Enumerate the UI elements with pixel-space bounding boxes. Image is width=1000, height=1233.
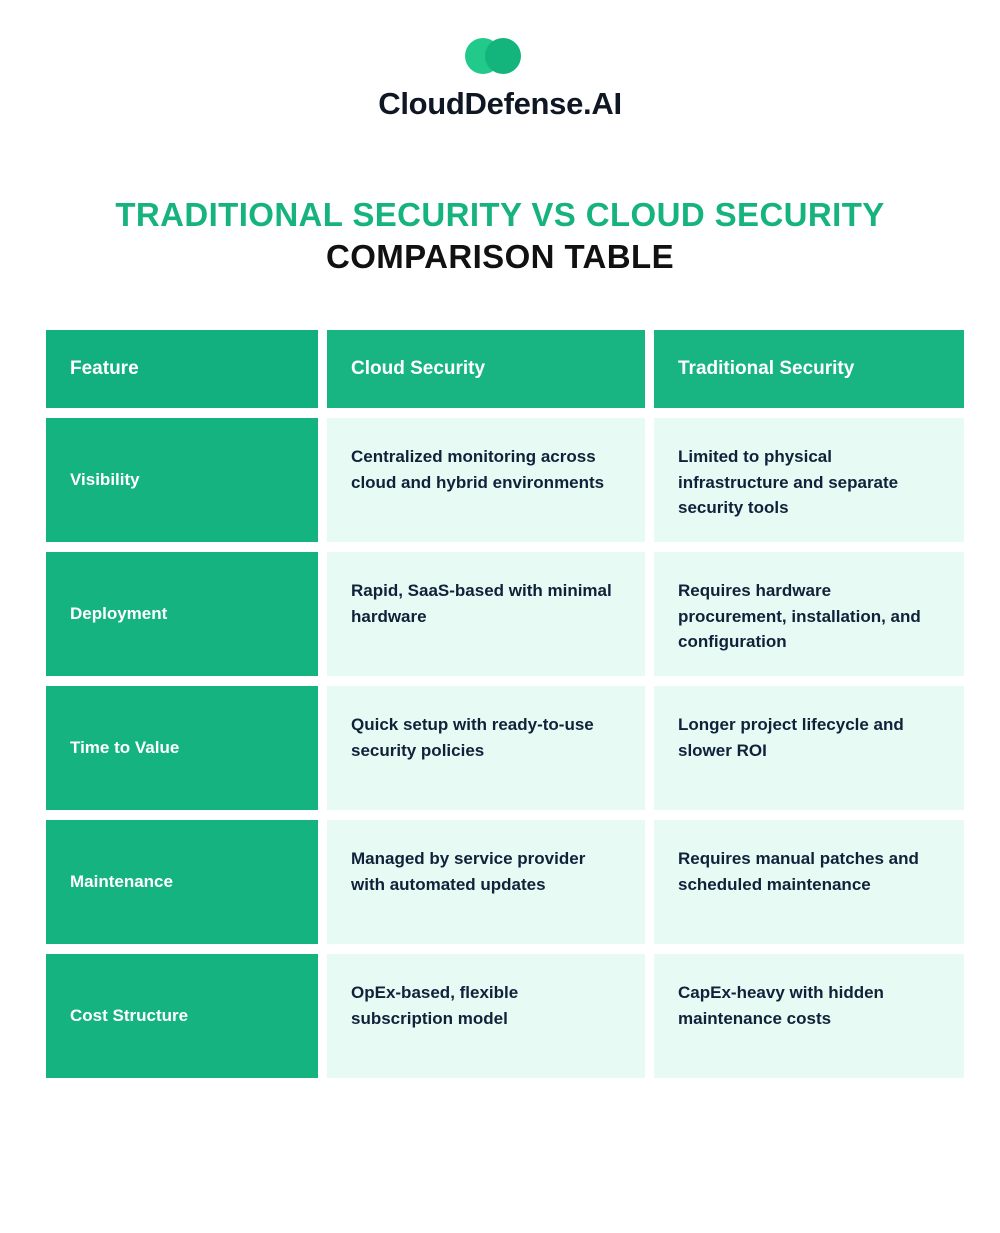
table-header-row bbox=[46, 330, 954, 408]
row-cloud-value: Managed by service provider with automated updates bbox=[327, 820, 645, 944]
row-traditional-value: Requires hardware procurement, installation, and configuration bbox=[654, 552, 964, 676]
page-title-line-1: TRADITIONAL SECURITY VS CLOUD SECURITY bbox=[115, 196, 885, 233]
page-title-line-2: COMPARISON TABLE bbox=[325, 238, 674, 276]
clouddefense-logo-icon bbox=[465, 38, 535, 74]
row-cloud-value: Quick setup with ready-to-use security policies bbox=[327, 686, 645, 810]
row-cloud-value: OpEx-based, flexible subscription model bbox=[327, 954, 645, 1078]
table-row bbox=[46, 820, 954, 944]
row-traditional-value: Requires manual patches and scheduled maintenance bbox=[654, 820, 964, 944]
row-feature-label: Deployment bbox=[46, 552, 318, 676]
row-traditional-value: Longer project lifecycle and slower ROI bbox=[654, 686, 964, 810]
brand-header bbox=[0, 0, 1000, 122]
brand-name: CloudDefense.AI bbox=[378, 86, 622, 121]
column-header-cloud-security: Cloud Security bbox=[327, 330, 645, 408]
row-traditional-value: Limited to physical infrastructure and separate security tools bbox=[654, 418, 964, 542]
logo-circle-front-icon bbox=[485, 38, 521, 74]
table-row bbox=[46, 954, 954, 1078]
row-feature-label: Time to Value bbox=[46, 686, 318, 810]
comparison-table bbox=[46, 330, 954, 1078]
row-feature-label: Visibility bbox=[46, 418, 318, 542]
row-feature-label: Maintenance bbox=[46, 820, 318, 944]
table-row bbox=[46, 686, 954, 810]
column-header-feature: Feature bbox=[46, 330, 318, 408]
table-row bbox=[46, 418, 954, 542]
row-cloud-value: Centralized monitoring across cloud and hybrid environments bbox=[327, 418, 645, 542]
row-traditional-value: CapEx-heavy with hidden maintenance costs bbox=[654, 954, 964, 1078]
table-row bbox=[46, 552, 954, 676]
row-cloud-value: Rapid, SaaS-based with minimal hardware bbox=[327, 552, 645, 676]
page-title bbox=[0, 194, 1000, 278]
column-header-traditional-security: Traditional Security bbox=[654, 330, 964, 408]
row-feature-label: Cost Structure bbox=[46, 954, 318, 1078]
